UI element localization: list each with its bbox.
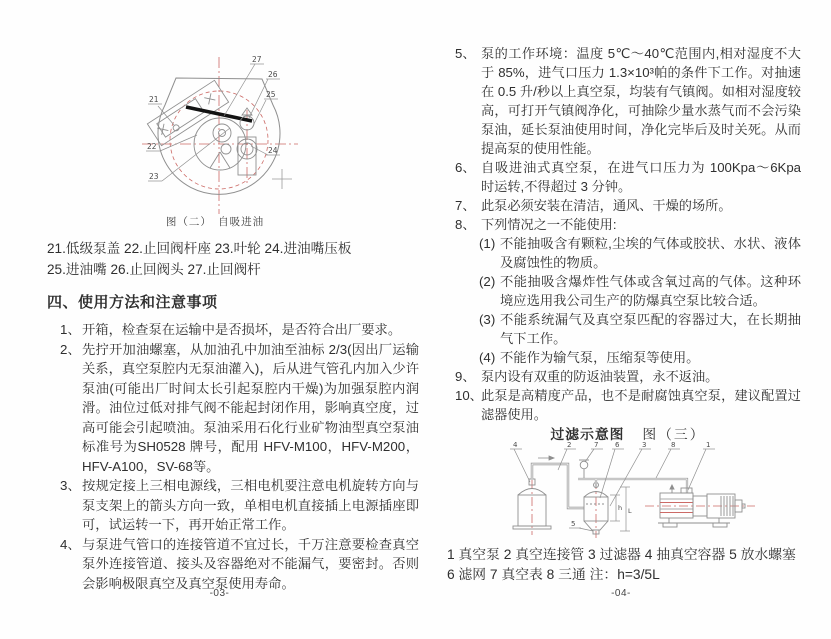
item-number: 6、 [455, 160, 476, 175]
right-page-text [455, 44, 801, 424]
figure2-caption: 图（二） 自吸进油 [165, 216, 265, 228]
usage-item-5 [455, 44, 801, 158]
connecting-pipe-b [578, 479, 687, 493]
item-number: 10、 [455, 388, 483, 403]
figure2-self-priming-diagram [50, 30, 390, 218]
section-heading: 四、使用方法和注意事项 [47, 294, 218, 311]
sub-item-text: 不能抽吸含有颗粒,尘埃的气体或胶状、水状、液体及腐蚀性的物质。 [500, 236, 801, 270]
item-text: 泵的工作环境：温度 5℃～40℃范围内,相对湿度不大于 85%，进气口压力 1.3×10³帕的条件下工作。对抽速在 0.5 升/秒以上真空泵，均装有气镇阀。如相对湿度较高，可打开气镇阀净化，可抽除少量水蒸气而不会污染泵油，延长泵油使用时间，净化完毕后及时关死。从而提高泵的使用性能。 [481, 46, 801, 156]
vacuum-gauge [579, 460, 589, 478]
usage-item-10 [455, 386, 801, 424]
callout-4: 4 [513, 441, 518, 449]
figure3-title-label: 图（三） [642, 427, 706, 442]
usage-item-7 [455, 196, 801, 215]
item-number: 2、 [60, 341, 81, 357]
usage-item-9 [455, 367, 801, 386]
dimension-l-label: L [628, 507, 632, 515]
page-number-right: -04- [611, 588, 631, 599]
callout-26: 26 [268, 70, 278, 79]
sub-item-text: 不能作为输气泵，压缩泵等使用。 [500, 350, 700, 365]
item-number: 7、 [455, 198, 476, 213]
connecting-pipe-a [532, 464, 584, 508]
item-number: 8、 [455, 217, 476, 232]
callout-numbers [513, 441, 710, 528]
usage-item-3 [60, 476, 419, 535]
figure3-caption-line2: 6 滤网 7 真空表 8 三通 注：h=3/5L [447, 567, 660, 582]
callout-27: 27 [252, 55, 262, 64]
item-number: 4、 [60, 536, 81, 552]
item-text: 此泵是高精度产品，也不是耐腐蚀真空泵，建议配置过滤器使用。 [481, 388, 801, 422]
usage-item-6 [455, 158, 801, 196]
callout-7: 7 [594, 441, 599, 449]
callout-22: 22 [147, 142, 157, 151]
item-text: 此泵必须安装在清洁，通风、干燥的场所。 [481, 198, 732, 213]
sub-item-text: 不能系统漏气及真空泵匹配的容器过大，在长期抽气下工作。 [500, 312, 801, 346]
restriction-3 [479, 310, 801, 348]
callout-8: 8 [671, 441, 676, 449]
page-number-left: -03- [209, 588, 230, 599]
figure3-filtration-diagram [450, 438, 810, 546]
callout-1: 1 [706, 441, 711, 449]
usage-item-1 [60, 320, 419, 340]
item-number: 3、 [60, 478, 81, 493]
item-text: 开箱，检查泵在运输中是否损坏，是否符合出厂要求。 [82, 322, 402, 337]
usage-item-list [47, 320, 419, 593]
figure3-caption-block [447, 545, 807, 585]
item-text: 自吸进油式真空泵，在进气口压力为 100Kpa～6Kpa 时运转,不得超过 3 分钟。 [481, 160, 801, 194]
item-text: 先拧开加油螺塞，从加油孔中加油至油标 2/3(因出厂运输关系，真空泵腔内无泵油灌入)，后从进气管孔内加入少许泵油(可能出厂时间太长引起泵腔内干燥)为加强泵腔内润滑。油位过低对排气阀不能起封闭作用，影响真空度，过高可能会引起喷油。泵油采用石化行业矿物油型真空泵油标准号为SH0528 牌号，配用 HFV-M100，HFV-M200，HFV-A100，SV-68等。 [82, 341, 419, 474]
registration-cross [272, 169, 292, 189]
restriction-2 [479, 272, 801, 310]
sub-item-number: (1) [479, 236, 496, 251]
figure3-title-bold: 过滤示意图 [550, 427, 625, 442]
dimension-h-label: h [618, 504, 623, 512]
flow-arrow [538, 456, 554, 460]
callout-5: 5 [571, 520, 576, 528]
callout-numbers [147, 55, 278, 181]
restriction-4 [479, 348, 801, 367]
figure3-svg [450, 438, 810, 546]
callout-25: 25 [266, 90, 276, 99]
callout-23: 23 [149, 172, 159, 181]
left-page-text [47, 238, 419, 593]
callout-2: 2 [567, 441, 572, 449]
item-number: 5、 [455, 46, 476, 61]
usage-item-8 [455, 215, 801, 234]
figure3-caption-line1: 1 真空泵 2 真空连接管 3 过滤器 4 抽真空容器 5 放水螺塞 [447, 547, 796, 562]
item-number: 9、 [455, 369, 476, 384]
sub-item-number: (3) [479, 312, 496, 327]
callout-leaders [510, 449, 715, 531]
item-number: 1、 [60, 322, 81, 337]
parts-list-line1: 21.低级泵盖 22.止回阀杆座 23.叶轮 24.进油嘴压板 [47, 241, 352, 256]
callout-24: 24 [268, 146, 278, 155]
restriction-1 [479, 234, 801, 272]
callout-3: 3 [642, 441, 647, 449]
item-text: 下列情况之一不能使用: [481, 217, 617, 232]
item-text: 按规定接上三相电源线，三相电机要注意电机旋转方向与泵支架上的箭头方向一致，单相电机直接插上电源插座即可，试运转一下，再开始正常工作。 [82, 478, 419, 532]
connecting-pipe-b-inner [578, 479, 687, 493]
callout-21: 21 [149, 95, 159, 104]
sub-item-text: 不能抽吸含爆炸性气体或含氧过高的气体。这种环境应选用我公司生产的防爆真空泵比较合适。 [500, 274, 801, 308]
connecting-pipe-a-inner [532, 464, 584, 508]
parts-list-line2: 25.进油嘴 26.止回阀头 27.止回阀杆 [47, 262, 261, 277]
item-text: 泵内设有双重的防返油装置，永不返油。 [481, 369, 719, 384]
usage-item-2 [60, 340, 419, 477]
figure2-svg [50, 30, 390, 218]
sub-item-number: (2) [479, 274, 496, 289]
sub-item-number: (4) [479, 350, 496, 365]
usage-item-4 [60, 535, 419, 594]
centerlines [532, 480, 755, 538]
callout-6: 6 [615, 441, 620, 449]
item-text: 与泵进气管口的连接管道不宜过长，千万注意要检查真空泵外连接管道、接头及容器绝对不能漏气，要密封。否则会影响极限真空及真空泵使用寿命。 [82, 536, 419, 591]
